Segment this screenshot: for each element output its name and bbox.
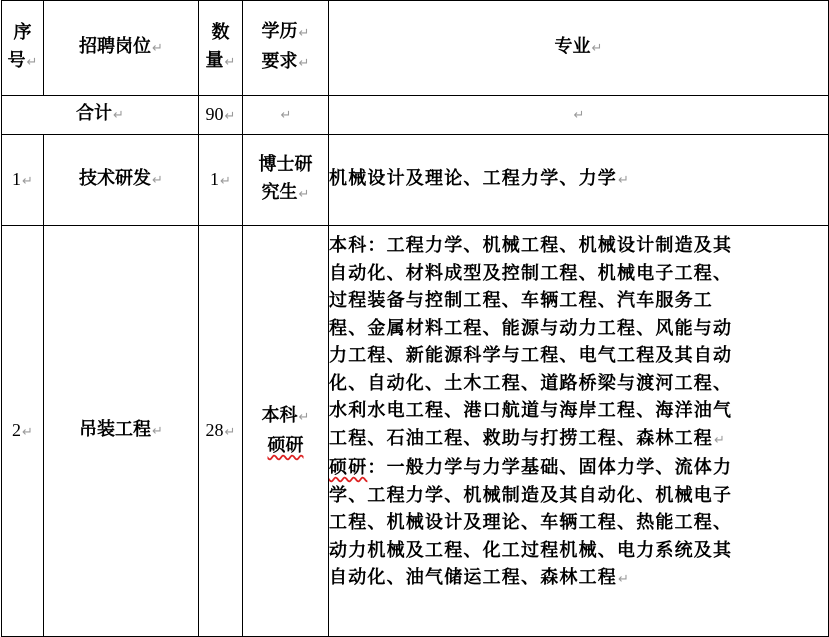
row1-major-value: 机械设计及理论、工程力学、力学 <box>329 168 617 190</box>
row1-seq: 1↵ <box>2 135 44 226</box>
row1-seq-value: 1 <box>12 168 22 189</box>
header-major: 专业↵ <box>329 1 829 96</box>
table-row <box>2 135 829 226</box>
row1-education: 博士研 究生↵ <box>243 135 329 226</box>
row1-major: 机械设计及理论、工程力学、力学↵ <box>329 135 829 226</box>
row2-major-line: 工程、机械设计及理论、车辆工程、热能工程、 <box>329 512 733 533</box>
total-label-cell: 合计↵ <box>2 96 199 135</box>
header-count-line1: 数 <box>211 22 230 43</box>
total-major-cell <box>329 96 829 135</box>
row2-major: 本科：工程力学、机械工程、机械设计制造及其 自动化、材料成型及控制工程、机械电子工程、 过程装备与控制工程、车辆工程、汽车服务工 程、金属材料工程、能源与动力工程、风能与动 力工程、新能源科学与工程、电气工程及其自动 化、自动化、土木工程、道路桥梁与渡河工程、 水利水电工程、港口航道与海岸工程、海洋油气 工程、石油工程、救助与打捞工程、森林工程↵ 硕研：一般力学与力学基础、固体力学、流体力 学、工程力学、机械制造及其自动化、机械电子 工程、机械设计及理论、车辆工程、热能工程、 动力机械及工程、化工过程机械、电力系统及其 自动化、油气储运工程、森林工程↵ <box>329 226 829 637</box>
row2-major-line: 自动化、材料成型及控制工程、机械电子工程、 <box>329 262 733 284</box>
header-major-label: 专业 <box>554 36 591 57</box>
row2-education-line1: 本科 <box>261 405 298 426</box>
row2-count: 28↵ <box>199 226 243 637</box>
total-count-cell: 90↵ <box>199 96 243 135</box>
row1-education-line2: 究生 <box>261 182 298 203</box>
header-seq: 序 号↵ <box>2 1 44 96</box>
row2-major-line: 硕研：一般力学与力学基础、固体力学、流体力 <box>329 457 733 478</box>
total-count: 90 <box>205 103 224 124</box>
row2-major-line: 程、金属材料工程、能源与动力工程、风能与动 <box>329 317 733 339</box>
row1-count-value: 1 <box>210 168 220 189</box>
row1-position: 技术研发↵ <box>44 135 199 226</box>
spellcheck-underline: 硕研 <box>329 457 368 478</box>
total-row <box>2 96 829 135</box>
header-position-label: 招聘岗位 <box>79 36 152 57</box>
table-row <box>2 226 829 637</box>
paragraph-mark: ↵ <box>280 108 292 123</box>
paragraph-mark: ↵ <box>573 108 585 123</box>
row2-position-value: 吊装工程 <box>79 419 152 440</box>
header-position: 招聘岗位↵ <box>44 1 199 96</box>
row2-seq: 2↵ <box>2 226 44 637</box>
total-label: 合计 <box>76 103 113 124</box>
total-education-cell <box>243 96 329 135</box>
recruitment-table <box>1 0 829 637</box>
row2-education-line2: 硕研 <box>267 435 304 456</box>
header-count: 数 量↵ <box>199 1 243 96</box>
header-seq-line1: 序 <box>13 22 32 43</box>
row2-major-line: 化、自动化、土木工程、道路桥梁与渡河工程、 <box>329 372 733 394</box>
row2-major-line: 学、工程力学、机械制造及其自动化、机械电子 <box>329 484 733 506</box>
row2-major-line: 过程装备与控制工程、车辆工程、汽车服务工 <box>329 290 713 311</box>
row2-major-line: 动力机械及工程、化工过程机械、电力系统及其 <box>329 539 733 561</box>
row1-education-line1: 博士研 <box>258 154 313 175</box>
row2-count-value: 28 <box>205 419 224 440</box>
row2-seq-value: 2 <box>12 419 22 440</box>
row2-major-line: 自动化、油气储运工程、森林工程 <box>329 567 617 588</box>
header-count-line2: 量 <box>205 50 224 71</box>
header-education: 学历↵ 要求↵ <box>243 1 329 96</box>
header-education-line2: 要求 <box>261 51 298 72</box>
header-seq-line2: 号 <box>7 50 26 71</box>
row2-education: 本科↵ 硕研 <box>243 226 329 637</box>
row2-position: 吊装工程↵ <box>44 226 199 637</box>
row1-position-value: 技术研发 <box>79 168 152 189</box>
header-education-line1: 学历 <box>261 21 298 42</box>
header-row <box>2 1 829 96</box>
row2-major-line: 工程、石油工程、救助与打捞工程、森林工程 <box>329 427 713 449</box>
row2-major-line: 水利水电工程、港口航道与海岸工程、海洋油气 <box>329 400 733 421</box>
row2-major-line: 本科：工程力学、机械工程、机械设计制造及其 <box>329 235 733 256</box>
row1-count: 1↵ <box>199 135 243 226</box>
row2-major-line: 力工程、新能源科学与工程、电气工程及其自动 <box>329 345 733 366</box>
